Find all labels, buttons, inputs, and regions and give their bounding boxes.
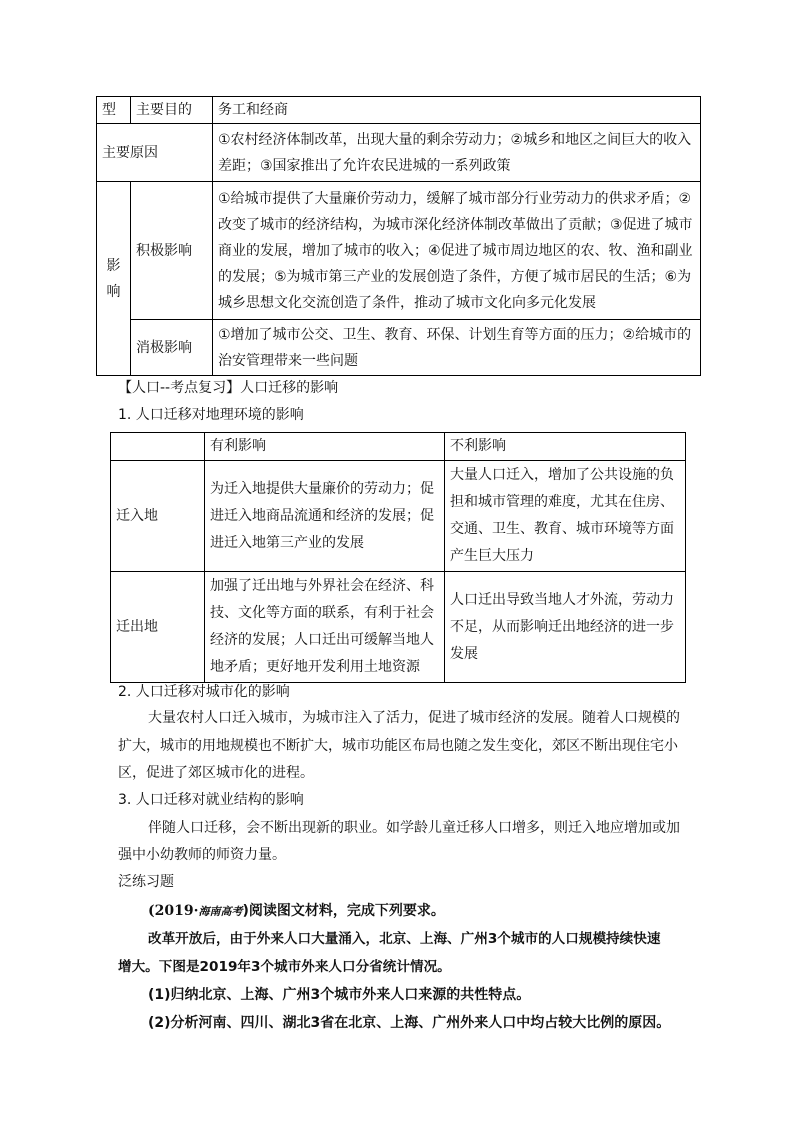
in-bad-line: 交通、卫生、教育、城市环境等方面 [450, 521, 674, 537]
in-bad-line: 产生巨大压力 [450, 548, 534, 564]
question-1: (1)归纳北京、上海、广州3个城市外来人口来源的共性特点。 [148, 987, 531, 1003]
question-2: (2)分析河南、四川、湖北3省在北京、上海、广州外来人口中均占较大比例的原因。 [148, 1015, 671, 1031]
question-intro-text: )阅读图文材料，完成下列要求。 [242, 903, 445, 919]
in-good-line: 进迁入地商品流通和经济的发展；促 [210, 507, 434, 524]
row-label-in: 迁入地 [111, 461, 205, 572]
practice-title: 泛练习题 [118, 874, 174, 890]
out-good-line: 经济的发展；人口迁出可缓解当地人 [210, 632, 434, 648]
out-good-cell [205, 572, 445, 683]
out-bad-cell [445, 572, 686, 683]
out-bad-line: 不足，从而影响迁出地经济的进一步 [450, 618, 674, 635]
influence-char-1: 影 [106, 257, 121, 274]
positive-line: 商业的发展，增加了城市的收入；④促进了城市周边地区的农、牧、渔和副业 [218, 242, 693, 259]
positive-line: 改变了城市的经济结构，为城市深化经济体制改革做出了贡献；③促进了城市 [218, 216, 693, 233]
para3-line: 伴随人口迁移，会不断出现新的职业。如学龄儿童迁移人口增多，则迁入地应增加或加 [148, 820, 680, 836]
influence-char-2: 响 [106, 283, 121, 300]
material-line: 改革开放后，由于外来人口大量涌入，北京、上海、广州3个城市的人口规模持续快速 [148, 931, 661, 947]
question-source: 海南高考 [198, 905, 243, 918]
reason-line: 差距；③国家推出了允许农民进城的一系列政策 [218, 157, 511, 174]
header-empty [111, 433, 205, 461]
influence-label [97, 182, 131, 376]
para2-line: 扩大，城市的用地规模也不断扩大，城市功能区布局也随之发生变化，郊区不断出现住宅小 [118, 738, 678, 754]
material-line: 增大。下图是2019年3个城市外来人口分省统计情况。 [118, 959, 451, 975]
positive-line: 城乡思想文化交流创造了条件，推动了城市文化向多元化发展 [218, 294, 596, 311]
subheading-3: 3. 人口迁移对就业结构的影响 [118, 792, 304, 808]
negative-line: ①增加了城市公交、卫生、教育、环保、计划生育等方面的压力；②给城市的 [218, 326, 692, 343]
subheading-2: 2. 人口迁移对城市化的影响 [118, 684, 290, 700]
row-label-out: 迁出地 [111, 572, 205, 683]
in-good-cell [205, 461, 445, 572]
out-good-line: 加强了迁出地与外界社会在经济、科 [210, 578, 434, 594]
question-year: (2019· [148, 903, 199, 919]
reason-cell [213, 124, 701, 182]
out-bad-line: 人口迁出导致当地人才外流，劳动力 [450, 591, 674, 608]
positive-label: 积极影响 [131, 182, 213, 320]
out-bad-line: 发展 [450, 645, 478, 662]
para2-line: 区，促进了郊区城市化的进程。 [118, 765, 314, 781]
positive-cell [213, 182, 701, 320]
goal-label: 主要目的 [131, 97, 213, 124]
reason-label: 主要原因 [97, 124, 213, 182]
type-label: 型 [97, 97, 131, 124]
header-good: 有利影响 [205, 433, 445, 461]
goal-value: 务工和经商 [213, 97, 701, 124]
out-good-line: 地矛盾；更好地开发利用土地资源 [210, 659, 420, 675]
positive-line: 的发展；⑤为城市第三产业的发展创造了条件，方便了城市居民的生活；⑥为 [218, 268, 692, 285]
header-bad: 不利影响 [445, 433, 686, 461]
negative-cell [213, 320, 701, 376]
migration-overview-table [96, 96, 701, 376]
negative-label: 消极影响 [131, 320, 213, 376]
out-good-line: 技、文化等方面的联系，有利于社会 [210, 605, 434, 621]
section-title: 【人口--考点复习】人口迁移的影响 [118, 380, 339, 396]
reason-line: ①农村经济体制改革，出现大量的剩余劳动力；②城乡和地区之间巨大的收入 [218, 131, 692, 148]
question-intro [148, 901, 445, 922]
in-good-line: 进迁入地第三产业的发展 [210, 534, 364, 551]
positive-line: ①给城市提供了大量廉价劳动力，缓解了城市部分行业劳动力的供求矛盾；② [218, 190, 692, 207]
para2-line: 大量农村人口迁入城市，为城市注入了活力，促进了城市经济的发展。随着人口规模的 [148, 710, 680, 726]
migration-impact-table [110, 432, 686, 683]
in-bad-cell [445, 461, 686, 572]
para3-line: 强中小幼教师的师资力量。 [118, 847, 286, 863]
subheading-1: 1. 人口迁移对地理环境的影响 [118, 407, 304, 423]
in-bad-line: 担和城市管理的难度，尤其在住房、 [450, 494, 674, 510]
negative-line: 治安管理带来一些问题 [218, 352, 358, 369]
in-bad-line: 大量人口迁入，增加了公共设施的负 [450, 467, 674, 483]
in-good-line: 为迁入地提供大量廉价的劳动力；促 [210, 480, 434, 497]
